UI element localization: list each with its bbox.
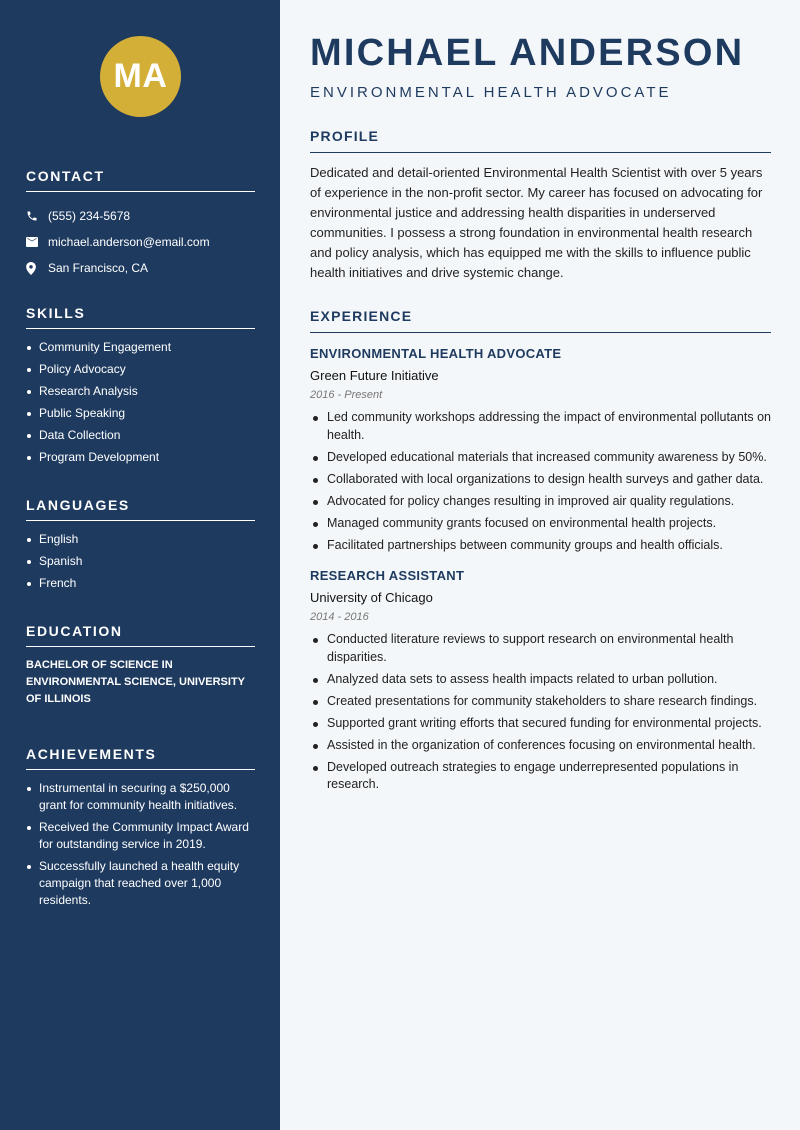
education-section xyxy=(26,623,255,708)
education-heading: EDUCATION xyxy=(26,623,255,647)
list-item: Collaborated with local organizations to design health surveys and gather data. xyxy=(310,471,771,489)
list-item: Community Engagement xyxy=(26,339,255,356)
sidebar xyxy=(0,0,280,1130)
profile-section xyxy=(310,128,771,283)
skills-list xyxy=(26,339,255,466)
languages-heading: LANGUAGES xyxy=(26,497,255,521)
email-icon xyxy=(26,237,48,247)
contact-location xyxy=(26,255,255,281)
languages-section xyxy=(26,497,255,597)
achievements-heading: ACHIEVEMENTS xyxy=(26,746,255,770)
contact-location-text: San Francisco, CA xyxy=(48,261,149,275)
contact-section xyxy=(26,168,255,281)
skills-heading: SKILLS xyxy=(26,305,255,329)
list-item: Program Development xyxy=(26,449,255,466)
list-item: Instrumental in securing a $250,000 grant for community health initiatives. xyxy=(26,780,255,814)
list-item: Received the Community Impact Award for outstanding service in 2019. xyxy=(26,819,255,853)
list-item: Led community workshops addressing the impact of environmental pollutants on health. xyxy=(310,409,771,444)
education-degree: BACHELOR OF SCIENCE IN ENVIRONMENTAL SCIENCE, UNIVERSITY OF ILLINOIS xyxy=(26,659,245,705)
avatar: MA xyxy=(100,36,181,117)
contact-email xyxy=(26,229,255,255)
list-item: Policy Advocacy xyxy=(26,361,255,378)
job-bullets xyxy=(310,631,771,794)
list-item: Advocated for policy changes resulting in improved air quality regulations. xyxy=(310,493,771,511)
skills-section xyxy=(26,305,255,471)
job-title: ENVIRONMENTAL HEALTH ADVOCATE xyxy=(310,346,562,361)
job-entry xyxy=(310,346,771,554)
list-item: Public Speaking xyxy=(26,405,255,422)
list-item: Assisted in the organization of conferences focusing on environmental health. xyxy=(310,737,771,755)
profile-text: Dedicated and detail-oriented Environmental Health Scientist with over 5 years of experience in the non-profit sector. My career has focused on advocating for environmental justice and addressing health disparities in underserved communities. I possess a strong foundation in environmental health research and policy analysis, which has equipped me with the skills to influence public health initiatives and drive systemic change. xyxy=(310,165,763,280)
contact-phone xyxy=(26,203,255,229)
job-dates: 2014 - 2016 xyxy=(310,611,369,623)
contact-list xyxy=(26,203,255,281)
job-entry xyxy=(310,568,771,794)
list-item: Created presentations for community stakeholders to share research findings. xyxy=(310,693,771,711)
candidate-name: MICHAEL ANDERSON xyxy=(310,32,745,74)
candidate-title: ENVIRONMENTAL HEALTH ADVOCATE xyxy=(310,84,672,101)
job-bullets xyxy=(310,409,771,554)
achievements-section xyxy=(26,746,255,914)
profile-heading: PROFILE xyxy=(310,128,771,153)
job-title: RESEARCH ASSISTANT xyxy=(310,568,465,583)
experience-heading: EXPERIENCE xyxy=(310,308,771,333)
job-organization: Green Future Initiative xyxy=(310,368,439,383)
list-item: Successfully launched a health equity campaign that reached over 1,000 residents. xyxy=(26,858,255,909)
list-item: Spanish xyxy=(26,553,255,570)
job-dates: 2016 - Present xyxy=(310,389,383,401)
phone-icon xyxy=(26,210,48,222)
achievements-list xyxy=(26,780,255,909)
list-item: English xyxy=(26,531,255,548)
languages-list xyxy=(26,531,255,592)
job-organization: University of Chicago xyxy=(310,590,433,605)
list-item: Managed community grants focused on environmental health projects. xyxy=(310,515,771,533)
list-item: Facilitated partnerships between community groups and health officials. xyxy=(310,537,771,555)
location-pin-icon xyxy=(26,262,48,275)
contact-phone-text[interactable]: (555) 234-5678 xyxy=(48,209,131,223)
list-item: Conducted literature reviews to support research on environmental health disparities. xyxy=(310,631,771,666)
experience-section xyxy=(310,308,771,798)
list-item: Developed outreach strategies to engage underrepresented populations in research. xyxy=(310,759,771,794)
list-item: Developed educational materials that increased community awareness by 50%. xyxy=(310,449,771,467)
list-item: French xyxy=(26,575,255,592)
list-item: Analyzed data sets to assess health impacts related to urban pollution. xyxy=(310,671,771,689)
contact-heading: CONTACT xyxy=(26,168,255,192)
list-item: Data Collection xyxy=(26,427,255,444)
list-item: Research Analysis xyxy=(26,383,255,400)
list-item: Supported grant writing efforts that secured funding for environmental projects. xyxy=(310,715,771,733)
contact-email-text[interactable]: michael.anderson@email.com xyxy=(48,235,210,249)
